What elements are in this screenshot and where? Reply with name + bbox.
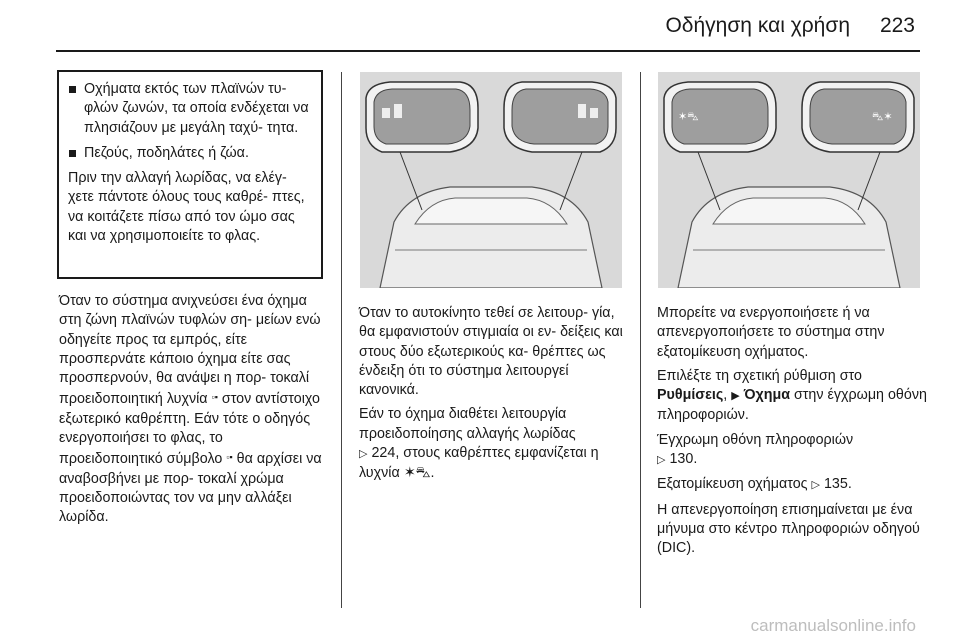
- personalization-reference: Εξατομίκευση οχήματος ▷ 135.: [657, 476, 852, 493]
- menu-settings-label: Ρυθμίσεις: [657, 387, 724, 404]
- info-display-reference: Έγχρωμη οθόνη πληροφοριών ▷ 130.: [657, 431, 854, 468]
- note-bullet-item: [68, 144, 313, 163]
- lane-change-symbol-right: ⛍✶: [872, 110, 893, 123]
- mirror-illustration-blind-spot: [360, 72, 622, 288]
- menu-arrow-icon: ▶: [731, 390, 740, 403]
- page-number: 223: [879, 14, 915, 37]
- lane-change-paragraph: Εάν το όχημα διαθέτει λειτουργία προειδοποίησης αλλαγής λωρίδας ▷ 224, στους καθρέπτες εμφανίζεται η λυχνία ✶⛍.: [359, 406, 599, 482]
- mirror-illustration-lane-change: [658, 72, 920, 288]
- blind-spot-symbol-right: [578, 104, 586, 118]
- lane-change-warning-icon: ✶⛍: [403, 465, 431, 482]
- settings-path-paragraph: Επιλέξτε τη σχετική ρύθμιση στο Ρυθμίσεις, ▶ Όχημα στην έγχρωμη οθόνη πληροφοριών.: [657, 367, 927, 424]
- note-paragraph: Πριν την αλλαγή λωρίδας, να ελέγ- χετε πάντοτε όλους τους καθρέ- πτες, να κοιτάζετε πίσω από τον ώμο σας και να χρησιμοποιείτε το φλας.: [68, 170, 305, 245]
- page-reference-icon: ▷: [811, 479, 820, 492]
- watermark-text: carmanualsonline.info: [750, 616, 916, 635]
- page-reference-link[interactable]: 130: [669, 451, 694, 468]
- enable-disable-paragraph: Μπορείτε να ενεργοποιήσετε ή να απενεργοποιήσετε το σύστημα στην εξατομίκευση οχήματος.: [657, 305, 885, 360]
- page-header-title: Οδήγηση και χρήση: [665, 14, 850, 37]
- page-reference-link[interactable]: 135: [823, 476, 848, 493]
- header-divider: [56, 50, 920, 52]
- column-divider-1: [341, 72, 342, 608]
- column-3-text: [657, 304, 927, 564]
- note-bullet-item: [68, 80, 313, 138]
- square-bullet-icon: [69, 150, 76, 157]
- blind-spot-symbol-left: [382, 108, 390, 118]
- page-reference-link[interactable]: 224: [371, 445, 396, 462]
- menu-vehicle-label: Όχημα: [743, 387, 790, 404]
- blind-spot-warning-icon: ▫▪: [226, 452, 233, 463]
- column-2-text: [359, 304, 627, 489]
- blind-spot-warning-icon: ▫▪: [211, 392, 218, 403]
- mirror-car-illustration: [658, 72, 920, 288]
- column-divider-2: [640, 72, 641, 608]
- page-reference-icon: ▷: [657, 454, 666, 467]
- mirror-car-illustration: [360, 72, 622, 288]
- square-bullet-icon: [69, 86, 76, 93]
- lane-change-symbol-left: ✶⛍: [678, 110, 699, 123]
- note-bullet-text: Οχήματα εκτός των πλαϊνών τυ- φλών ζωνών, τα οποία ενδέχεται να πλησιάζουν με μεγάλη ταχύ- τητα.: [84, 81, 309, 136]
- caution-note-box: [57, 70, 323, 279]
- column-1-text: [59, 292, 327, 533]
- startup-indication-paragraph: Όταν το αυτοκίνητο τεθεί σε λειτουρ- γία, θα εμφανιστούν στιγμιαία οι εν- δείξεις και στους δύο εξωτερικούς κα- θρέπτες ως ένδειξη ότι το σύστημα λειτουργεί κανονικά.: [359, 305, 623, 399]
- note-bullet-text: Πεζούς, ποδηλάτες ή ζώα.: [84, 144, 249, 161]
- page-reference-icon: ▷: [359, 448, 368, 461]
- blind-spot-paragraph: Όταν το σύστημα ανιχνεύσει ένα όχημα στη ζώνη πλαϊνών τυφλών ση- μείων ενώ οδηγείτε προς τα εμπρός, είτε προσπερνάτε κάποιο όχημα είτε σας προσπερνούν, θα ανάψει η πορ- τοκαλί προειδοποιητική λυχνία ▫▪ στον αντίστοιχο εξωτερικό καθρέπτη. Εάν τότε ο οδηγός ενεργοποιήσει το φλας, το προειδοποιητικό σύμβολο ▫▪ θα αρχίσει να αναβοσβήνει με πορ- τοκαλί χρώμα προειδοποιώντας τον να μην αλλάξει λωρίδα.: [59, 293, 322, 526]
- dic-message-paragraph: Η απενεργοποίηση επισημαίνεται με ένα μήνυμα στο κέντρο πληροφοριών οδηγού (DIC).: [657, 501, 920, 557]
